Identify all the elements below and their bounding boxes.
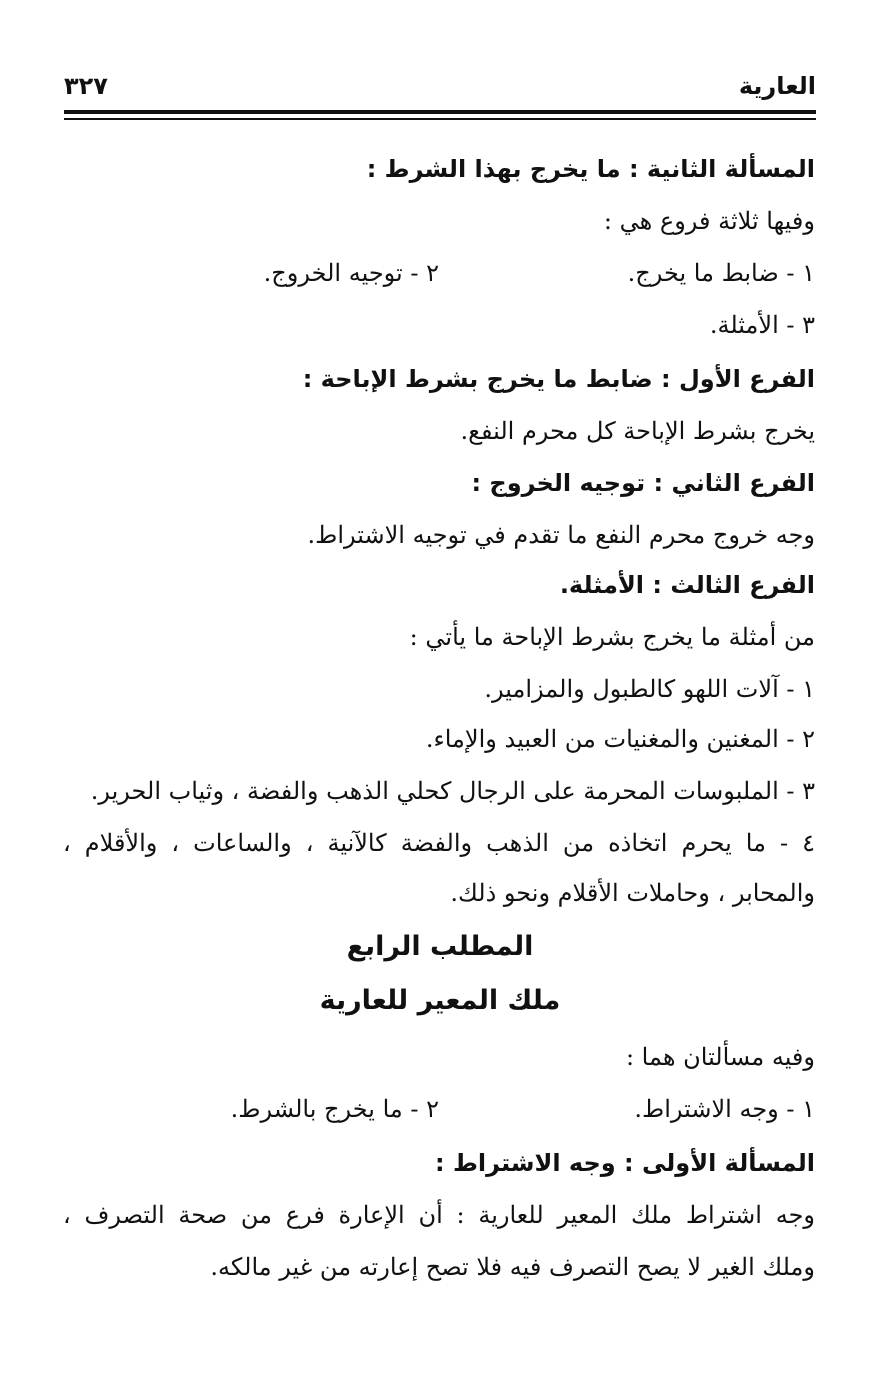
running-title: العارية	[738, 72, 816, 100]
page-header	[64, 70, 816, 106]
paragraph: من أمثلة ما يخرج بشرط الإباحة ما يأتي :	[409, 623, 815, 651]
page-number: ٣٢٧	[64, 72, 108, 100]
section-heading: الفرع الأول : ضابط ما يخرج بشرط الإباحة :	[302, 365, 815, 393]
paragraph: وفيها ثلاثة فروع هي :	[603, 207, 815, 235]
list-item: ٤ - ما يحرم اتخاذه من الذهب والفضة كالآنية ، والساعات ، والأقلام ،	[63, 829, 815, 857]
list-item: ١ - ضابط ما يخرج.	[627, 259, 815, 287]
paragraph: وملك الغير لا يصح التصرف فيه فلا تصح إعارته من غير مالكه.	[210, 1253, 815, 1281]
header-rule-thick	[64, 110, 816, 114]
list-item-continuation: والمحابر ، وحاملات الأقلام ونحو ذلك.	[450, 879, 815, 907]
list-item: ٢ - المغنين والمغنيات من العبيد والإماء.	[425, 725, 815, 753]
list-item: ٣ - الأمثلة.	[709, 311, 815, 339]
paragraph: وجه خروج محرم النفع ما تقدم في توجيه الاشتراط.	[307, 521, 815, 549]
section-heading: الفرع الثاني : توجيه الخروج :	[471, 469, 815, 497]
list-item: ٣ - الملبوسات المحرمة على الرجال كحلي الذهب والفضة ، وثياب الحرير.	[90, 777, 815, 805]
section-heading: المسألة الثانية : ما يخرج بهذا الشرط :	[366, 155, 815, 183]
chapter-subtitle: ملك المعير للعارية	[319, 985, 561, 1016]
list-item: ٢ - ما يخرج بالشرط.	[230, 1095, 439, 1123]
list-item: ١ - آلات اللهو كالطبول والمزامير.	[484, 675, 815, 703]
header-rule-thin	[64, 118, 816, 120]
list-item: ٢ - توجيه الخروج.	[263, 259, 439, 287]
section-heading: الفرع الثالث : الأمثلة.	[559, 571, 815, 599]
paragraph: وفيه مسألتان هما :	[625, 1043, 815, 1071]
chapter-title: المطلب الرابع	[346, 931, 534, 962]
list-item: ١ - وجه الاشتراط.	[634, 1095, 815, 1123]
section-heading: المسألة الأولى : وجه الاشتراط :	[435, 1149, 815, 1177]
paragraph: وجه اشتراط ملك المعير للعارية : أن الإعارة فرع من صحة التصرف ،	[63, 1201, 815, 1229]
paragraph: يخرج بشرط الإباحة كل محرم النفع.	[460, 417, 815, 445]
